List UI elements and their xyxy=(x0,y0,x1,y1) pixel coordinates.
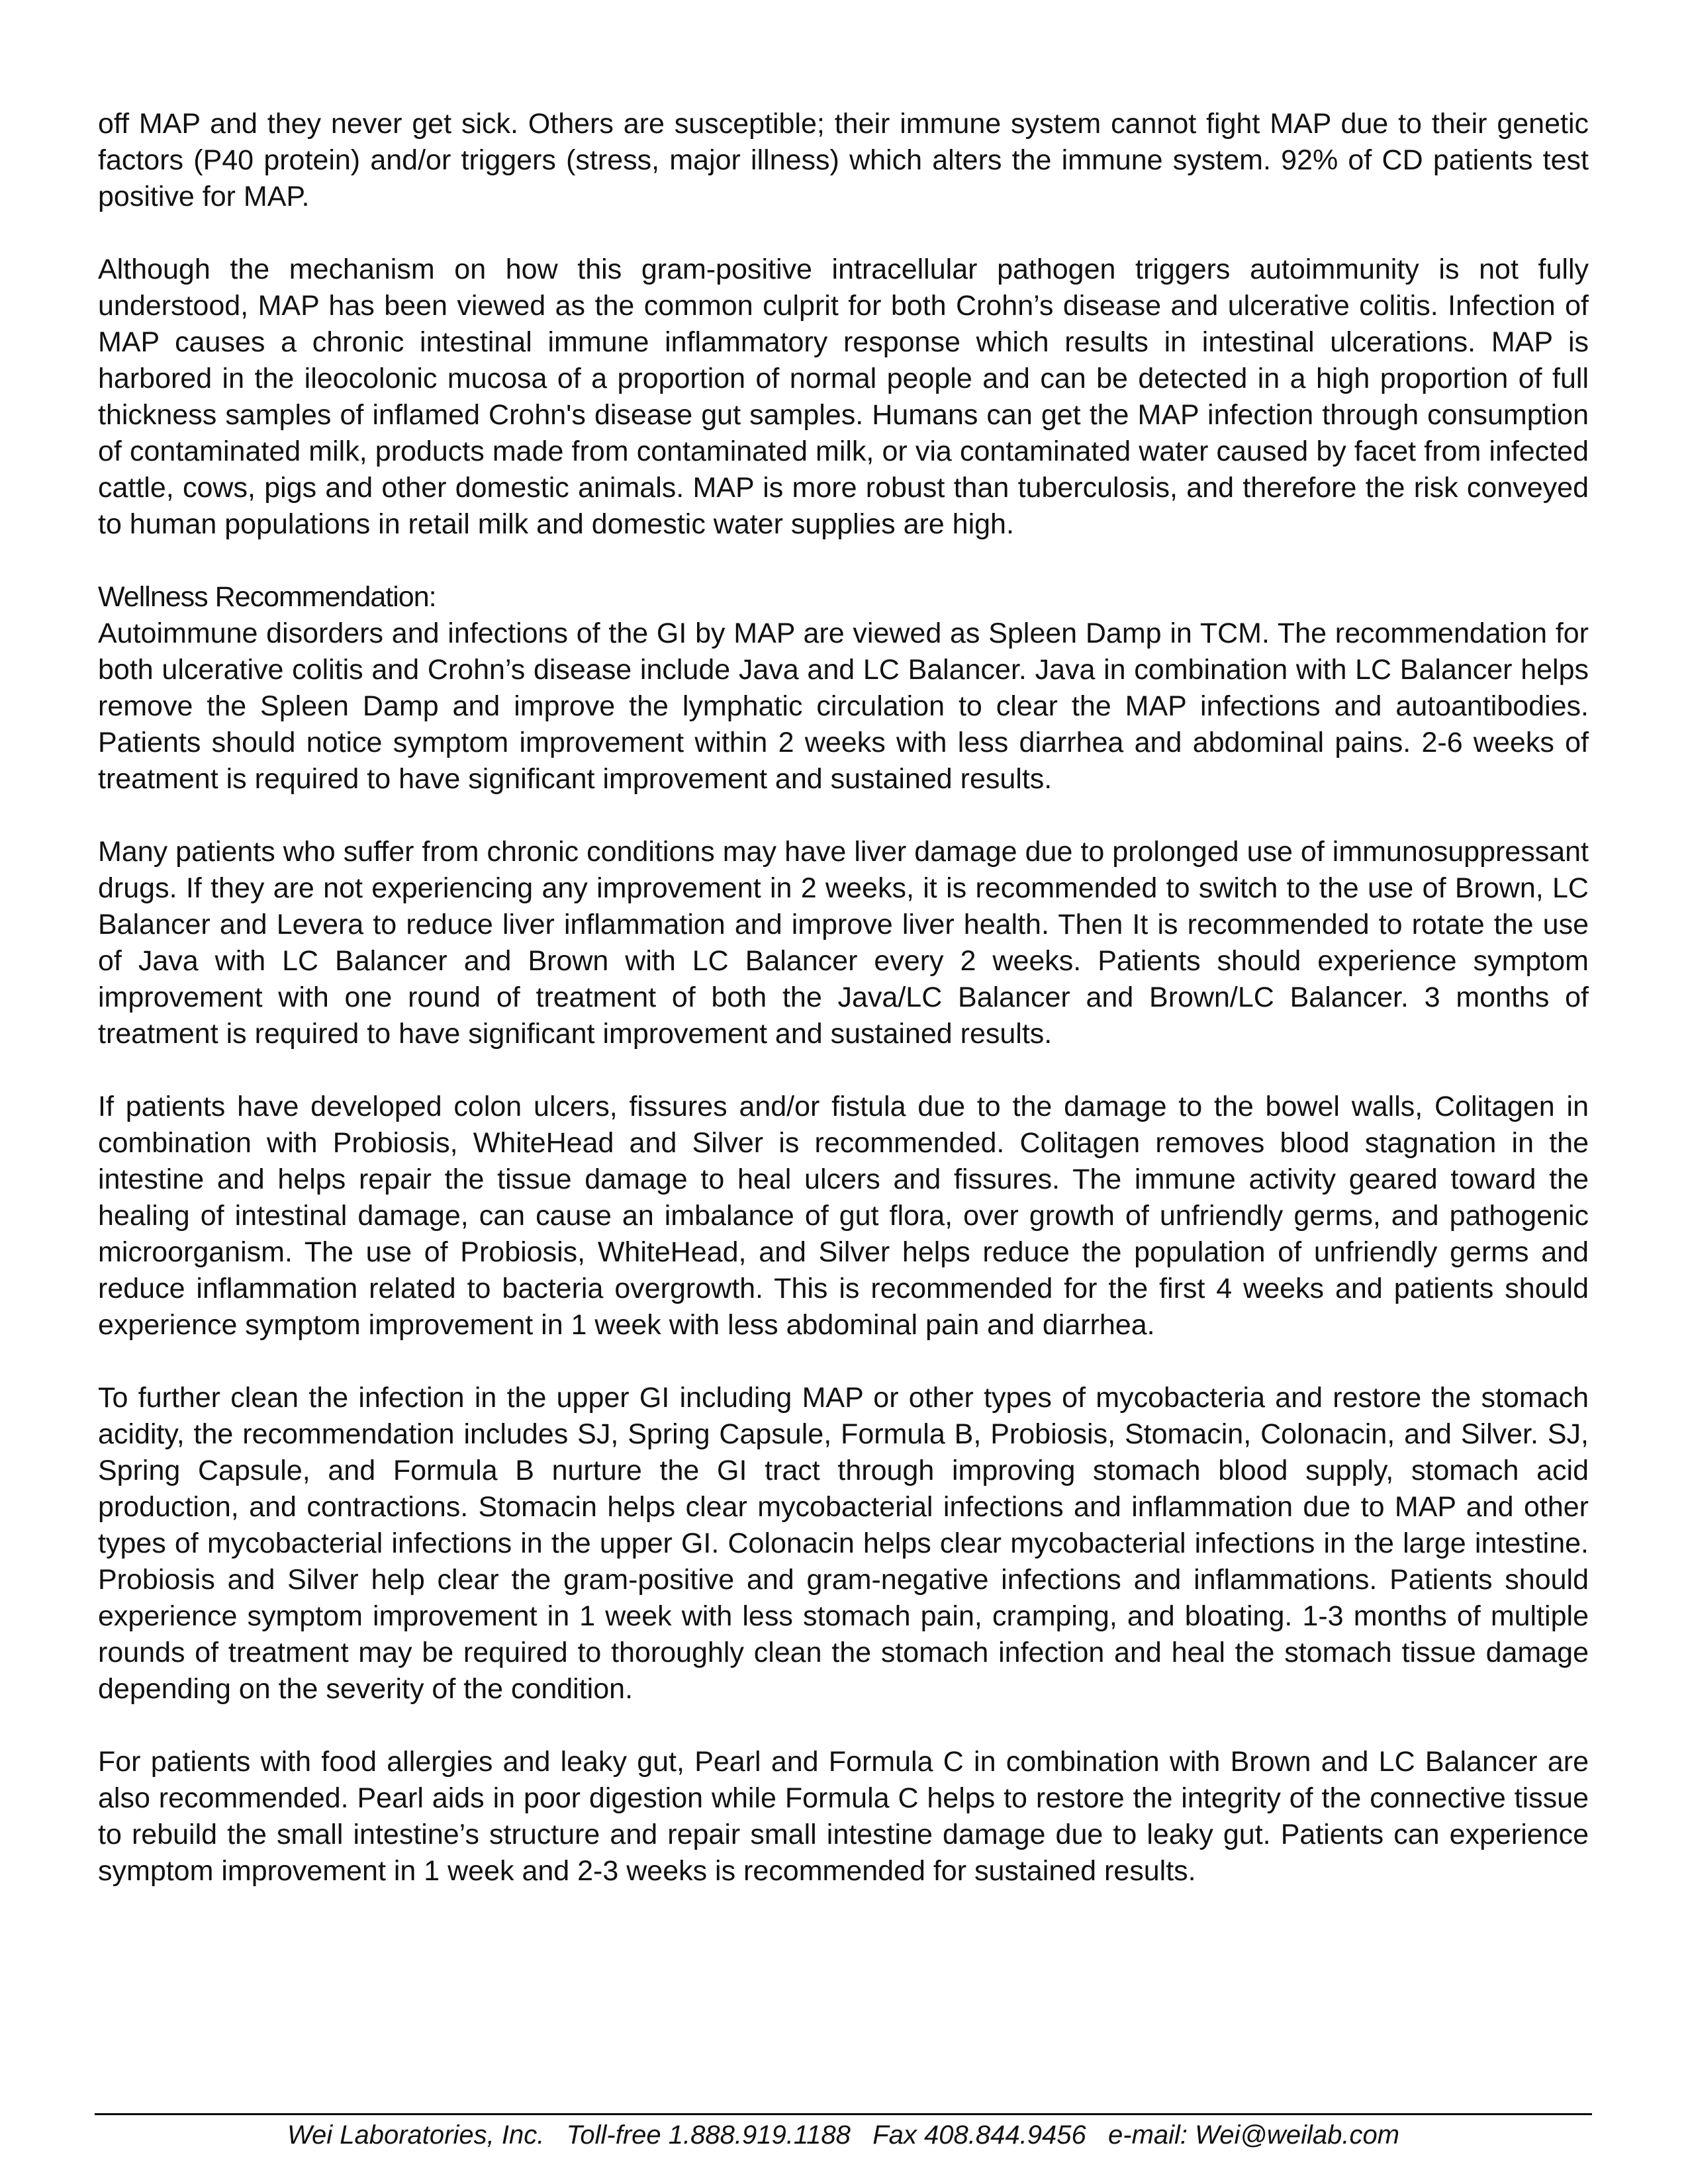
paragraph-upper-gi: To further clean the infection in the upper GI including MAP or other types of mycobacteria and restore the stomach acidity, the recommendation includes SJ, Spring Capsule, Formula B, Probiosis, Stomacin, Colonacin, and Silver. SJ, Spring Capsule, and Formula B nurture the GI tract through improving stomach blood supply, stomach acid production, and contractions. Stomacin helps clear mycobacterial infections and inflammation due to MAP and other types of mycobacterial infections in the upper GI. Colonacin helps clear mycobacterial infections in the large intestine. Probiosis and Silver help clear the gram-positive and gram-negative infections and inflammations. Patients should experience symptom improvement in 1 week with less stomach pain, cramping, and bloating. 1-3 months of multiple rounds of treatment may be required to thoroughly clean the stomach infection and heal the stomach tissue damage depending on the severity of the condition. xyxy=(98,1382,1589,1705)
footer-contact-text: Wei Laboratories, Inc. Toll-free 1.888.919.1188 Fax 408.844.9456 e-mail: Wei@weilab.com xyxy=(287,2120,1400,2150)
section-heading: Wellness Recommendation: xyxy=(98,581,436,613)
paragraph-leaky-gut: For patients with food allergies and leaky gut, Pearl and Formula C in combination with Brown and LC Balancer are also recommended. Pearl aids in poor digestion while Formula C helps to restore the integrity of the connective tissue to rebuild the small intestine’s structure and repair small intestine damage due to leaky gut. Patients can experience symptom improvement in 1 week and 2-3 weeks is recommended for sustained results. xyxy=(98,1746,1589,1887)
paragraph-map-mechanism: Although the mechanism on how this gram-positive intracellular pathogen triggers autoimmunity is not fully understood, MAP has been viewed as the common culprit for both Crohn’s disease and ulcerative colitis. Infection of MAP causes a chronic intestinal immune inflammatory response which results in intestinal ulcerations. MAP is harbored in the ileocolonic mucosa of a proportion of normal people and can be detected in a high proportion of full thickness samples of inflamed Crohn's disease gut samples. Humans can get the MAP infection through consumption of contaminated milk, products made from contaminated milk, or via contaminated water caused by facet from infected cattle, cows, pigs and other domestic animals. MAP is more robust than tuberculosis, and therefore the risk conveyed to human populations in retail milk and domestic water supplies are high. xyxy=(98,253,1589,540)
paragraph-map-susceptibility: off MAP and they never get sick. Others are susceptible; their immune system cannot fight MAP due to their genetic factors (P40 protein) and/or triggers (stress, major illness) which alters the immune system. 92% of CD patients test positive for MAP. xyxy=(98,108,1589,212)
document-body xyxy=(98,106,1589,1926)
page-footer xyxy=(95,2113,1592,2154)
paragraph-colon-ulcers: If patients have developed colon ulcers, fissures and/or fistula due to the damage to the bowel walls, Colitagen in combination with Probiosis, WhiteHead and Silver is recommended. Colitagen removes blood stagnation in the intestine and helps repair the tissue damage to heal ulcers and fissures. The immune activity geared toward the healing of intestinal damage, can cause an imbalance of gut flora, over growth of unfriendly germs, and pathogenic microorganism. The use of Probiosis, WhiteHead, and Silver helps reduce the population of unfriendly germs and reduce inflammation related to bacteria overgrowth. This is recommended for the first 4 weeks and patients should experience symptom improvement in 1 week with less abdominal pain and diarrhea. xyxy=(98,1091,1589,1341)
paragraph-java-lc-balancer: Autoimmune disorders and infections of the GI by MAP are viewed as Spleen Damp in TCM. The recommendation for both ulcerative colitis and Crohn’s disease include Java and LC Balancer. Java in combination with LC Balancer helps remove the Spleen Damp and improve the lymphatic circulation to clear the MAP infections and autoantibodies. Patients should notice symptom improvement within 2 weeks with less diarrhea and abdominal pains. 2-6 weeks of treatment is required to have significant improvement and sustained results. xyxy=(98,617,1589,795)
paragraph-liver-damage: Many patients who suffer from chronic conditions may have liver damage due to prolonged use of immunosuppressant drugs. If they are not experiencing any improvement in 2 weeks, it is recommended to switch to the use of Brown, LC Balancer and Levera to reduce liver inflammation and improve liver health. Then It is recommended to rotate the use of Java with LC Balancer and Brown with LC Balancer every 2 weeks. Patients should experience symptom improvement with one round of treatment of both the Java/LC Balancer and Brown/LC Balancer. 3 months of treatment is required to have significant improvement and sustained results. xyxy=(98,836,1589,1050)
